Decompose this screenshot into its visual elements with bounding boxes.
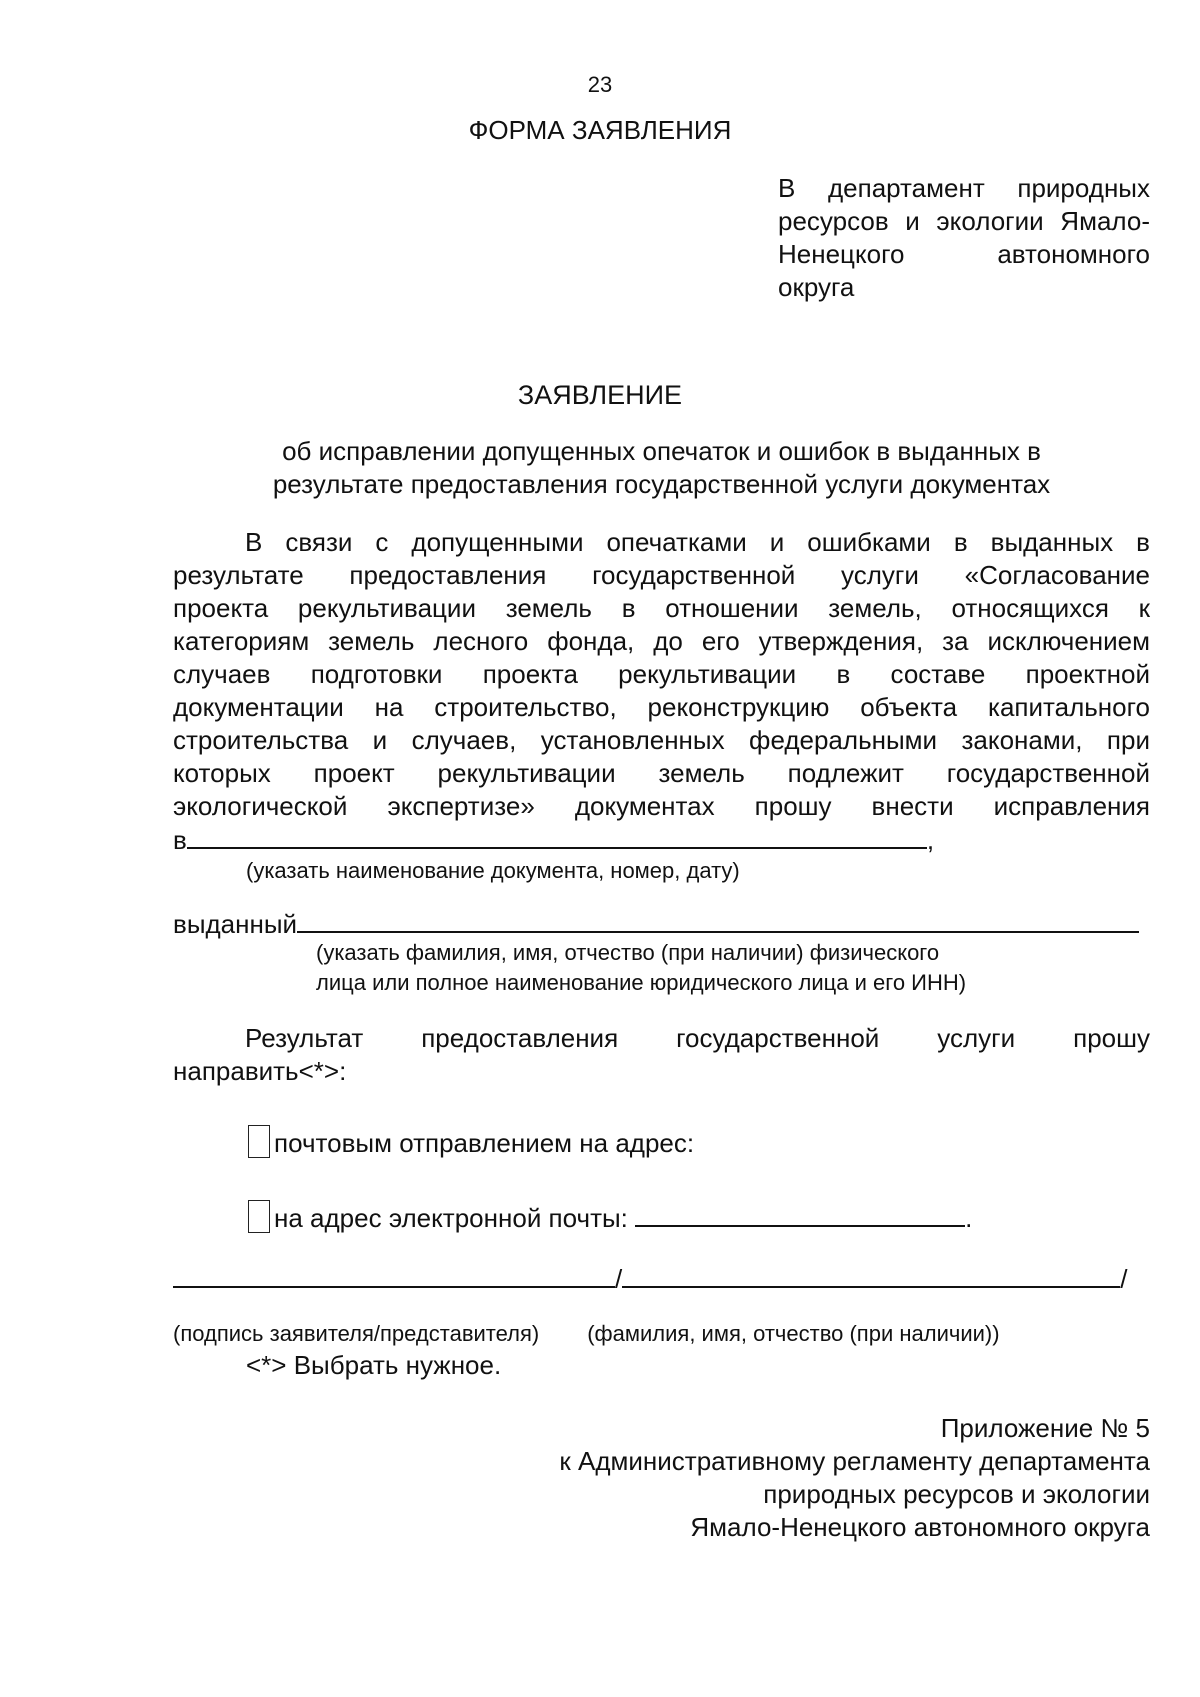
signature-field[interactable]: [173, 1262, 615, 1288]
addressee-line: Ненецкого автономного: [778, 239, 1150, 269]
issued-to-field[interactable]: [297, 907, 1139, 933]
footnote: <*> Выбрать нужное.: [246, 1350, 502, 1380]
postal-checkbox[interactable]: [248, 1125, 270, 1158]
issued-hint-line: лица или полное наименование юридического лица и его ИНН): [316, 970, 967, 995]
issued-field-hint: [316, 938, 966, 998]
body-line: случаев подготовки проекта рекультивации в составе проектной: [173, 659, 1150, 689]
form-title: ФОРМА ЗАЯВЛЕНИЯ: [468, 115, 732, 145]
subject-line: об исправлении допущенных опечаток и ошибок в выданных в: [282, 436, 1041, 466]
option-email[interactable]: [248, 1200, 972, 1235]
appendix-block: [450, 1412, 1150, 1544]
document-name-field-row: [173, 823, 934, 857]
signature-separator: /: [615, 1264, 623, 1294]
issued-field-prefix: выданный: [173, 909, 298, 939]
result-paragraph: [173, 1022, 1150, 1088]
appendix-line: Ямало-Ненецкого автономного округа: [690, 1512, 1150, 1542]
full-name-label: (фамилия, имя, отчество (при наличии)): [587, 1321, 1000, 1346]
result-line: направить<*>:: [173, 1056, 347, 1086]
addressee-line: ресурсов и экологии Ямало-: [778, 206, 1150, 236]
email-suffix: .: [965, 1203, 973, 1233]
body-line: которых проект рекультивации земель подлежит государственной: [173, 758, 1150, 788]
document-title: ЗАЯВЛЕНИЕ: [517, 380, 683, 410]
signature-row: [173, 1262, 1127, 1296]
document-field-suffix: ,: [926, 825, 935, 855]
document-subject: [173, 435, 1150, 501]
addressee-block: [778, 172, 1150, 304]
document-field-hint: (указать наименование документа, номер, дату): [246, 858, 740, 883]
option-postal-label: почтовым отправлением на адрес:: [274, 1128, 695, 1158]
signature-end: /: [1120, 1264, 1128, 1294]
appendix-line: Приложение № 5: [940, 1413, 1150, 1443]
full-name-field[interactable]: [622, 1262, 1120, 1288]
subject-line: результате предоставления государственной услуги документах: [272, 469, 1051, 499]
addressee-line: округа: [778, 272, 855, 302]
signature-labels: [173, 1319, 1000, 1349]
option-postal[interactable]: [248, 1125, 694, 1160]
body-line: документации на строительство, реконструкцию объекта капитального: [173, 692, 1150, 722]
email-checkbox[interactable]: [248, 1200, 270, 1233]
option-email-label: на адрес электронной почты:: [274, 1203, 628, 1233]
document-field-prefix: в: [173, 825, 187, 855]
appendix-line: природных ресурсов и экологии: [763, 1479, 1150, 1509]
page-number: 23: [587, 72, 613, 97]
addressee-line: В департамент природных: [778, 173, 1150, 203]
issued-hint-line: (указать фамилия, имя, отчество (при наличии) физического: [316, 940, 940, 965]
appendix-line: к Административному регламенту департамента: [559, 1446, 1150, 1476]
result-line: Результат предоставления государственной услуги прошу: [245, 1023, 1150, 1053]
body-line: строительства и случаев, установленных федеральными законами, при: [173, 725, 1150, 755]
body-line: результате предоставления государственной услуги «Согласование: [173, 560, 1150, 590]
body-line: В связи с допущенными опечатками и ошибками в выданных в: [245, 527, 1150, 557]
body-line: категориям земель лесного фонда, до его утверждения, за исключением: [173, 626, 1150, 656]
issued-to-field-row: [173, 907, 1139, 941]
body-line: экологической экспертизе» документах прошу внести исправления: [173, 791, 1150, 821]
document-name-field[interactable]: [187, 823, 927, 849]
email-field[interactable]: [635, 1201, 965, 1227]
body-line: проекта рекультивации земель в отношении земель, относящихся к: [173, 593, 1150, 623]
body-paragraph: [173, 526, 1150, 823]
signature-label: (подпись заявителя/представителя): [173, 1321, 540, 1346]
